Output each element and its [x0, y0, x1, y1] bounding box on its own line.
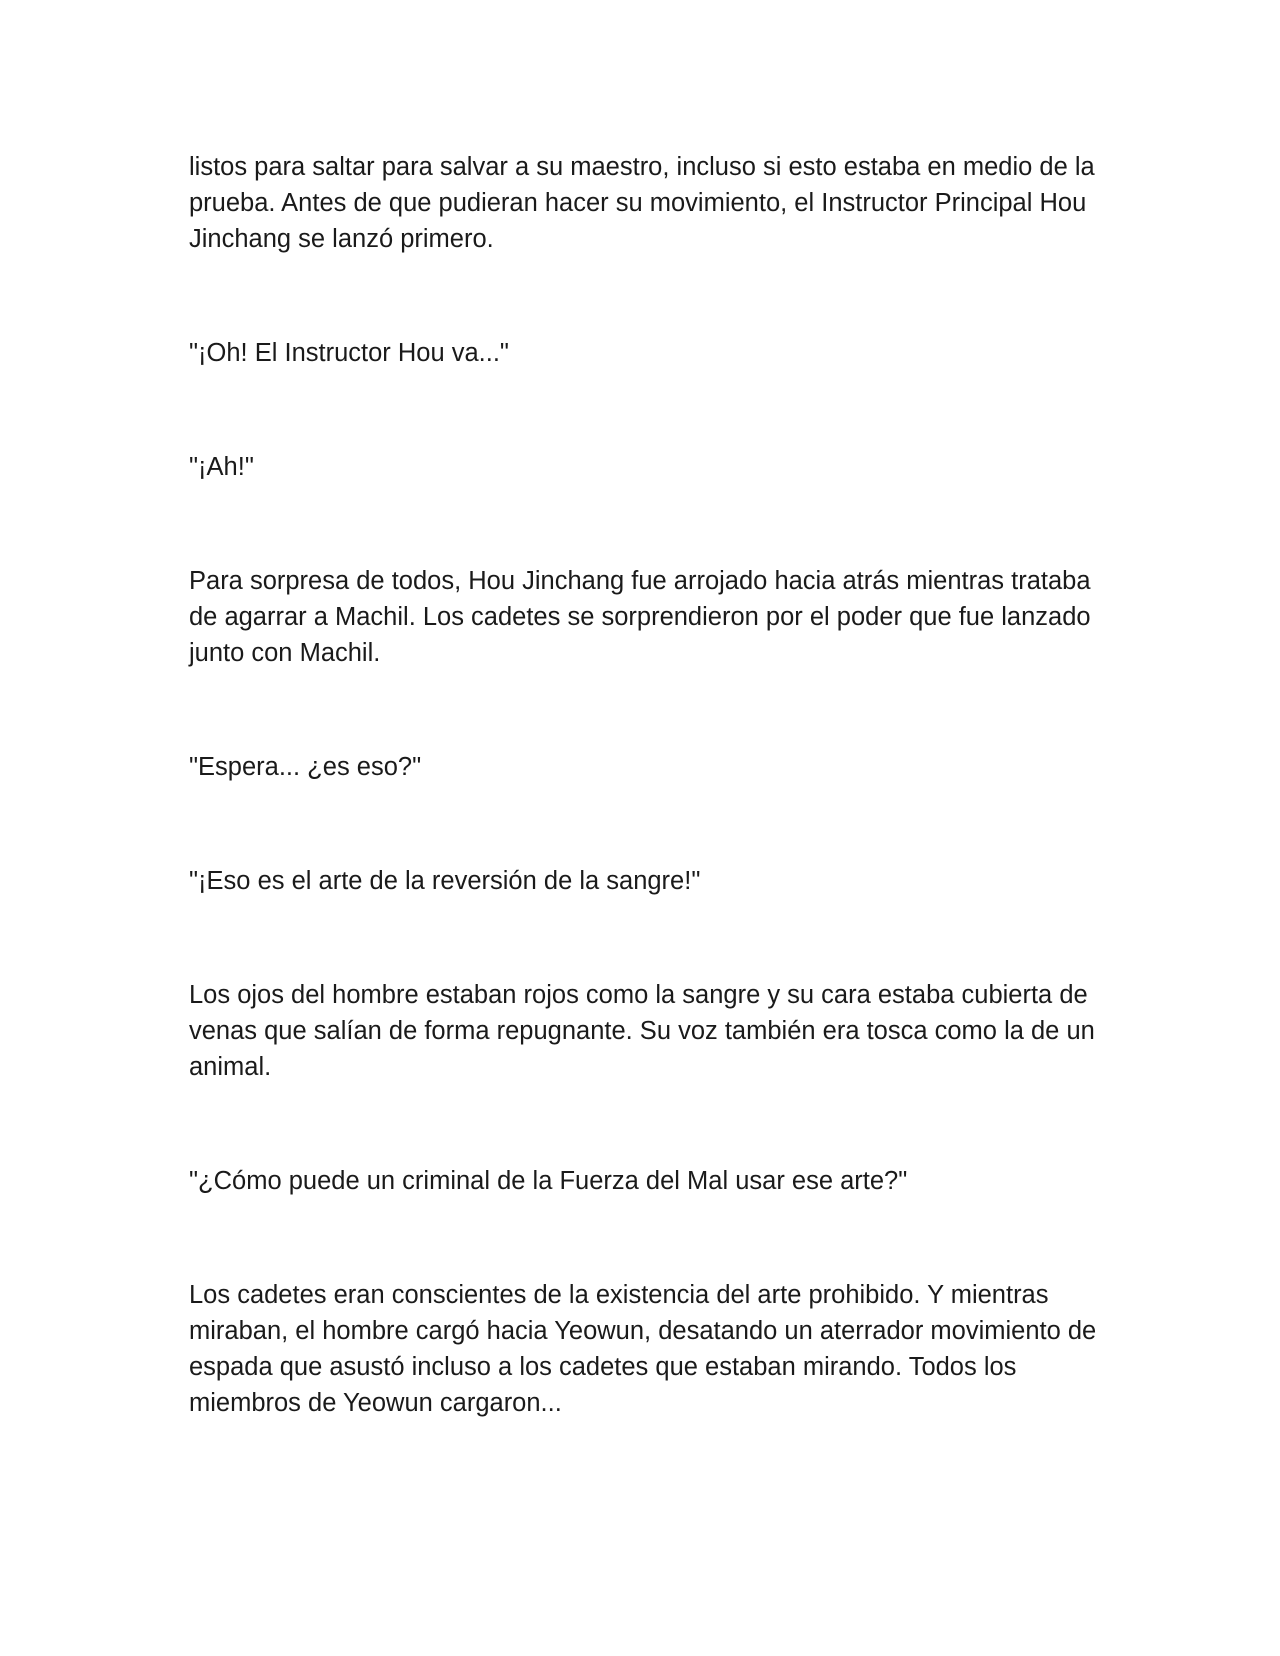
paragraph-4: Los cadetes eran conscientes de la existencia del arte prohibido. Y mientras miraban, el hombre cargó hacia Yeowun, desatando un aterrador movimiento de espada que asustó incluso a los cadetes que estaban mirando. Todos los miembros de Yeowun cargaron... — [189, 1281, 1097, 1417]
dialogue-line-3: "Espera... ¿es eso?" — [189, 753, 422, 781]
paragraph-3: Los ojos del hombre estaban rojos como la sangre y su cara estaba cubierta de venas que salían de forma repugnante. Su voz también era tosca como la de un animal. — [189, 981, 1095, 1081]
paragraph-2: Para sorpresa de todos, Hou Jinchang fue arrojado hacia atrás mientras trataba de agarrar a Machil. Los cadetes se sorprendieron por el poder que fue lanzado junto con Machil. — [189, 567, 1091, 667]
dialogue-line-5: "¿Cómo puede un criminal de la Fuerza del Mal usar ese arte?" — [189, 1167, 908, 1195]
dialogue-line-1: "¡Oh! El Instructor Hou va..." — [189, 339, 509, 367]
dialogue-line-2: "¡Ah!" — [189, 453, 254, 481]
paragraph-1: listos para saltar para salvar a su maestro, incluso si esto estaba en medio de la prueba. Antes de que pudieran hacer su movimiento, el Instructor Principal Hou Jinchang se lanzó primero. — [189, 153, 1095, 253]
dialogue-line-4: "¡Eso es el arte de la reversión de la sangre!" — [189, 867, 701, 895]
